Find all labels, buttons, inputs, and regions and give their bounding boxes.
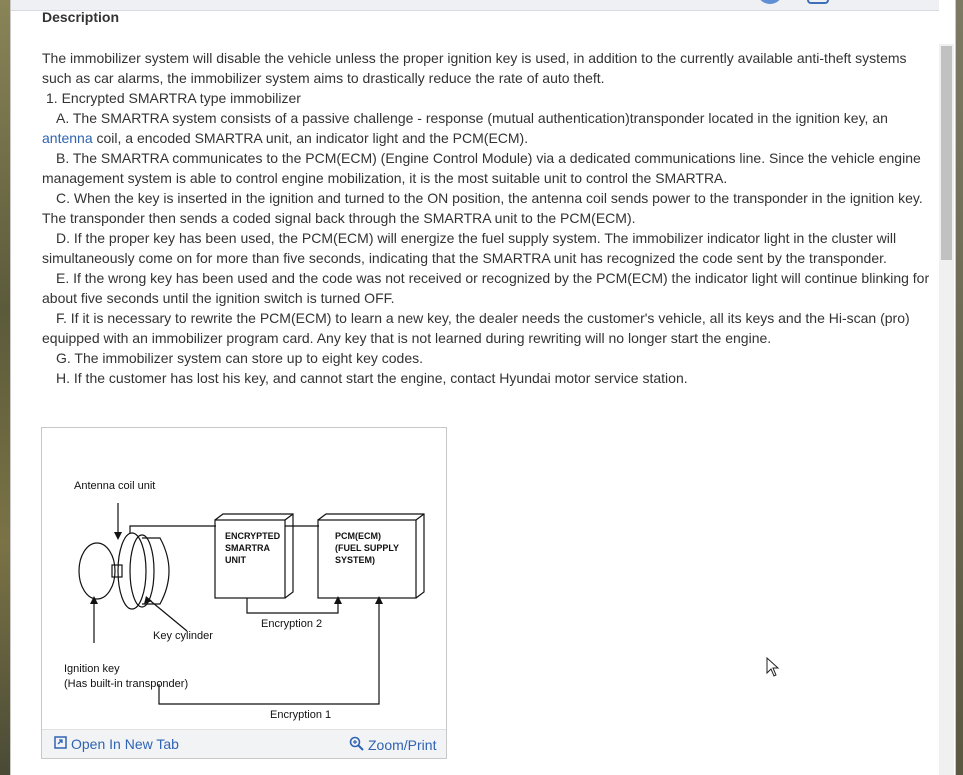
open-in-new-tab-button[interactable] bbox=[54, 736, 179, 752]
immobilizer-diagram bbox=[42, 428, 446, 728]
key-cylinder-label: Key cylinder bbox=[153, 630, 213, 642]
item-e: E. If the wrong key has been used and the code was not received or recognized by the PCM(ECM) the indicator light will continue blinking for about five seconds until the ignition switch is turned OFF. bbox=[42, 270, 930, 306]
vertical-scrollbar[interactable] bbox=[939, 44, 954, 775]
antenna-coil-label: Antenna coil unit bbox=[74, 480, 156, 492]
section-title: Description bbox=[42, 9, 120, 25]
description-panel bbox=[10, 0, 956, 775]
open-in-new-tab-icon bbox=[54, 736, 67, 752]
item-h: H. If the customer has lost his key, and cannot start the engine, contact Hyundai motor service station. bbox=[56, 370, 688, 386]
encryption-2-label: Encryption 2 bbox=[261, 618, 323, 630]
ignition-key-shape bbox=[79, 543, 115, 599]
smartra-label-2: SMARTRA bbox=[225, 543, 270, 553]
smartra-label-3: UNIT bbox=[225, 555, 246, 565]
chat-icon[interactable] bbox=[807, 0, 829, 4]
item-a bbox=[42, 108, 930, 148]
background-left bbox=[0, 0, 10, 775]
item-f: F. If it is necessary to rewrite the PCM(ECM) to learn a new key, the dealer needs the customer's vehicle, all its keys and the Hi-scan (pro) equipped with an immobilizer program card. Any key that is not learned during rewriting will no longer start the engine. bbox=[42, 310, 910, 346]
encryption-1-label: Encryption 1 bbox=[270, 709, 332, 721]
mouse-cursor-icon bbox=[766, 657, 780, 682]
item-g: G. The immobilizer system can store up to eight key codes. bbox=[56, 350, 424, 366]
avatar[interactable] bbox=[757, 0, 783, 4]
figure-footer bbox=[42, 729, 446, 758]
open-in-new-tab-label: Open In New Tab bbox=[71, 736, 179, 752]
panel-header-bar bbox=[11, 0, 939, 11]
zoom-print-button[interactable] bbox=[349, 736, 436, 754]
item-b: B. The SMARTRA communicates to the PCM(ECM) (Engine Control Module) via a dedicated communications line. Since the vehicle engine management system is able to control engine mobilization, it is the most suitable unit to control the SMARTRA. bbox=[42, 150, 921, 186]
zoom-print-label: Zoom/Print bbox=[368, 737, 437, 753]
list-heading: 1. Encrypted SMARTRA type immobilizer bbox=[46, 90, 301, 106]
transponder-shape bbox=[112, 565, 122, 577]
item-c: C. When the key is inserted in the ignition and turned to the ON position, the antenna coil sends power to the transponder in the ignition key. The transponder then sends a coded signal back through the SMARTRA unit to the PCM(ECM). bbox=[42, 190, 923, 226]
item-d: D. If the proper key has been used, the PCM(ECM) will energize the fuel supply system. The immobilizer indicator light in the cluster will simultaneously come on for more than five seconds, indicating that the SMARTRA unit has recognized the code sent by the transponder. bbox=[42, 230, 897, 266]
antenna-link[interactable]: antenna bbox=[42, 130, 93, 146]
ignition-key-label-1: Ignition key bbox=[64, 663, 120, 675]
zoom-icon bbox=[349, 736, 364, 754]
intro-paragraph: The immobilizer system will disable the vehicle unless the proper ignition key is used, in addition to the currently available anti-theft systems such as car alarms, the immobilizer system aims to drastically reduce the rate of auto theft. bbox=[42, 50, 907, 86]
description-body bbox=[42, 48, 930, 388]
smartra-label-1: ENCRYPTED bbox=[225, 531, 281, 541]
pcm-label-2: (FUEL SUPPLY bbox=[335, 543, 400, 553]
ignition-key-label-2: (Has built-in transponder) bbox=[64, 678, 189, 690]
pcm-label-1: PCM(ECM) bbox=[335, 531, 381, 541]
scrollbar-thumb[interactable] bbox=[941, 46, 952, 260]
diagram-figure bbox=[41, 427, 447, 759]
item-a-text: A. The SMARTRA system consists of a passive challenge - response (mutual authentication)transponder located in the ignition key, an bbox=[56, 110, 888, 126]
pcm-label-3: SYSTEM) bbox=[335, 555, 376, 565]
item-a-text-end: coil, a encoded SMARTRA unit, an indicator light and the PCM(ECM). bbox=[96, 130, 529, 146]
